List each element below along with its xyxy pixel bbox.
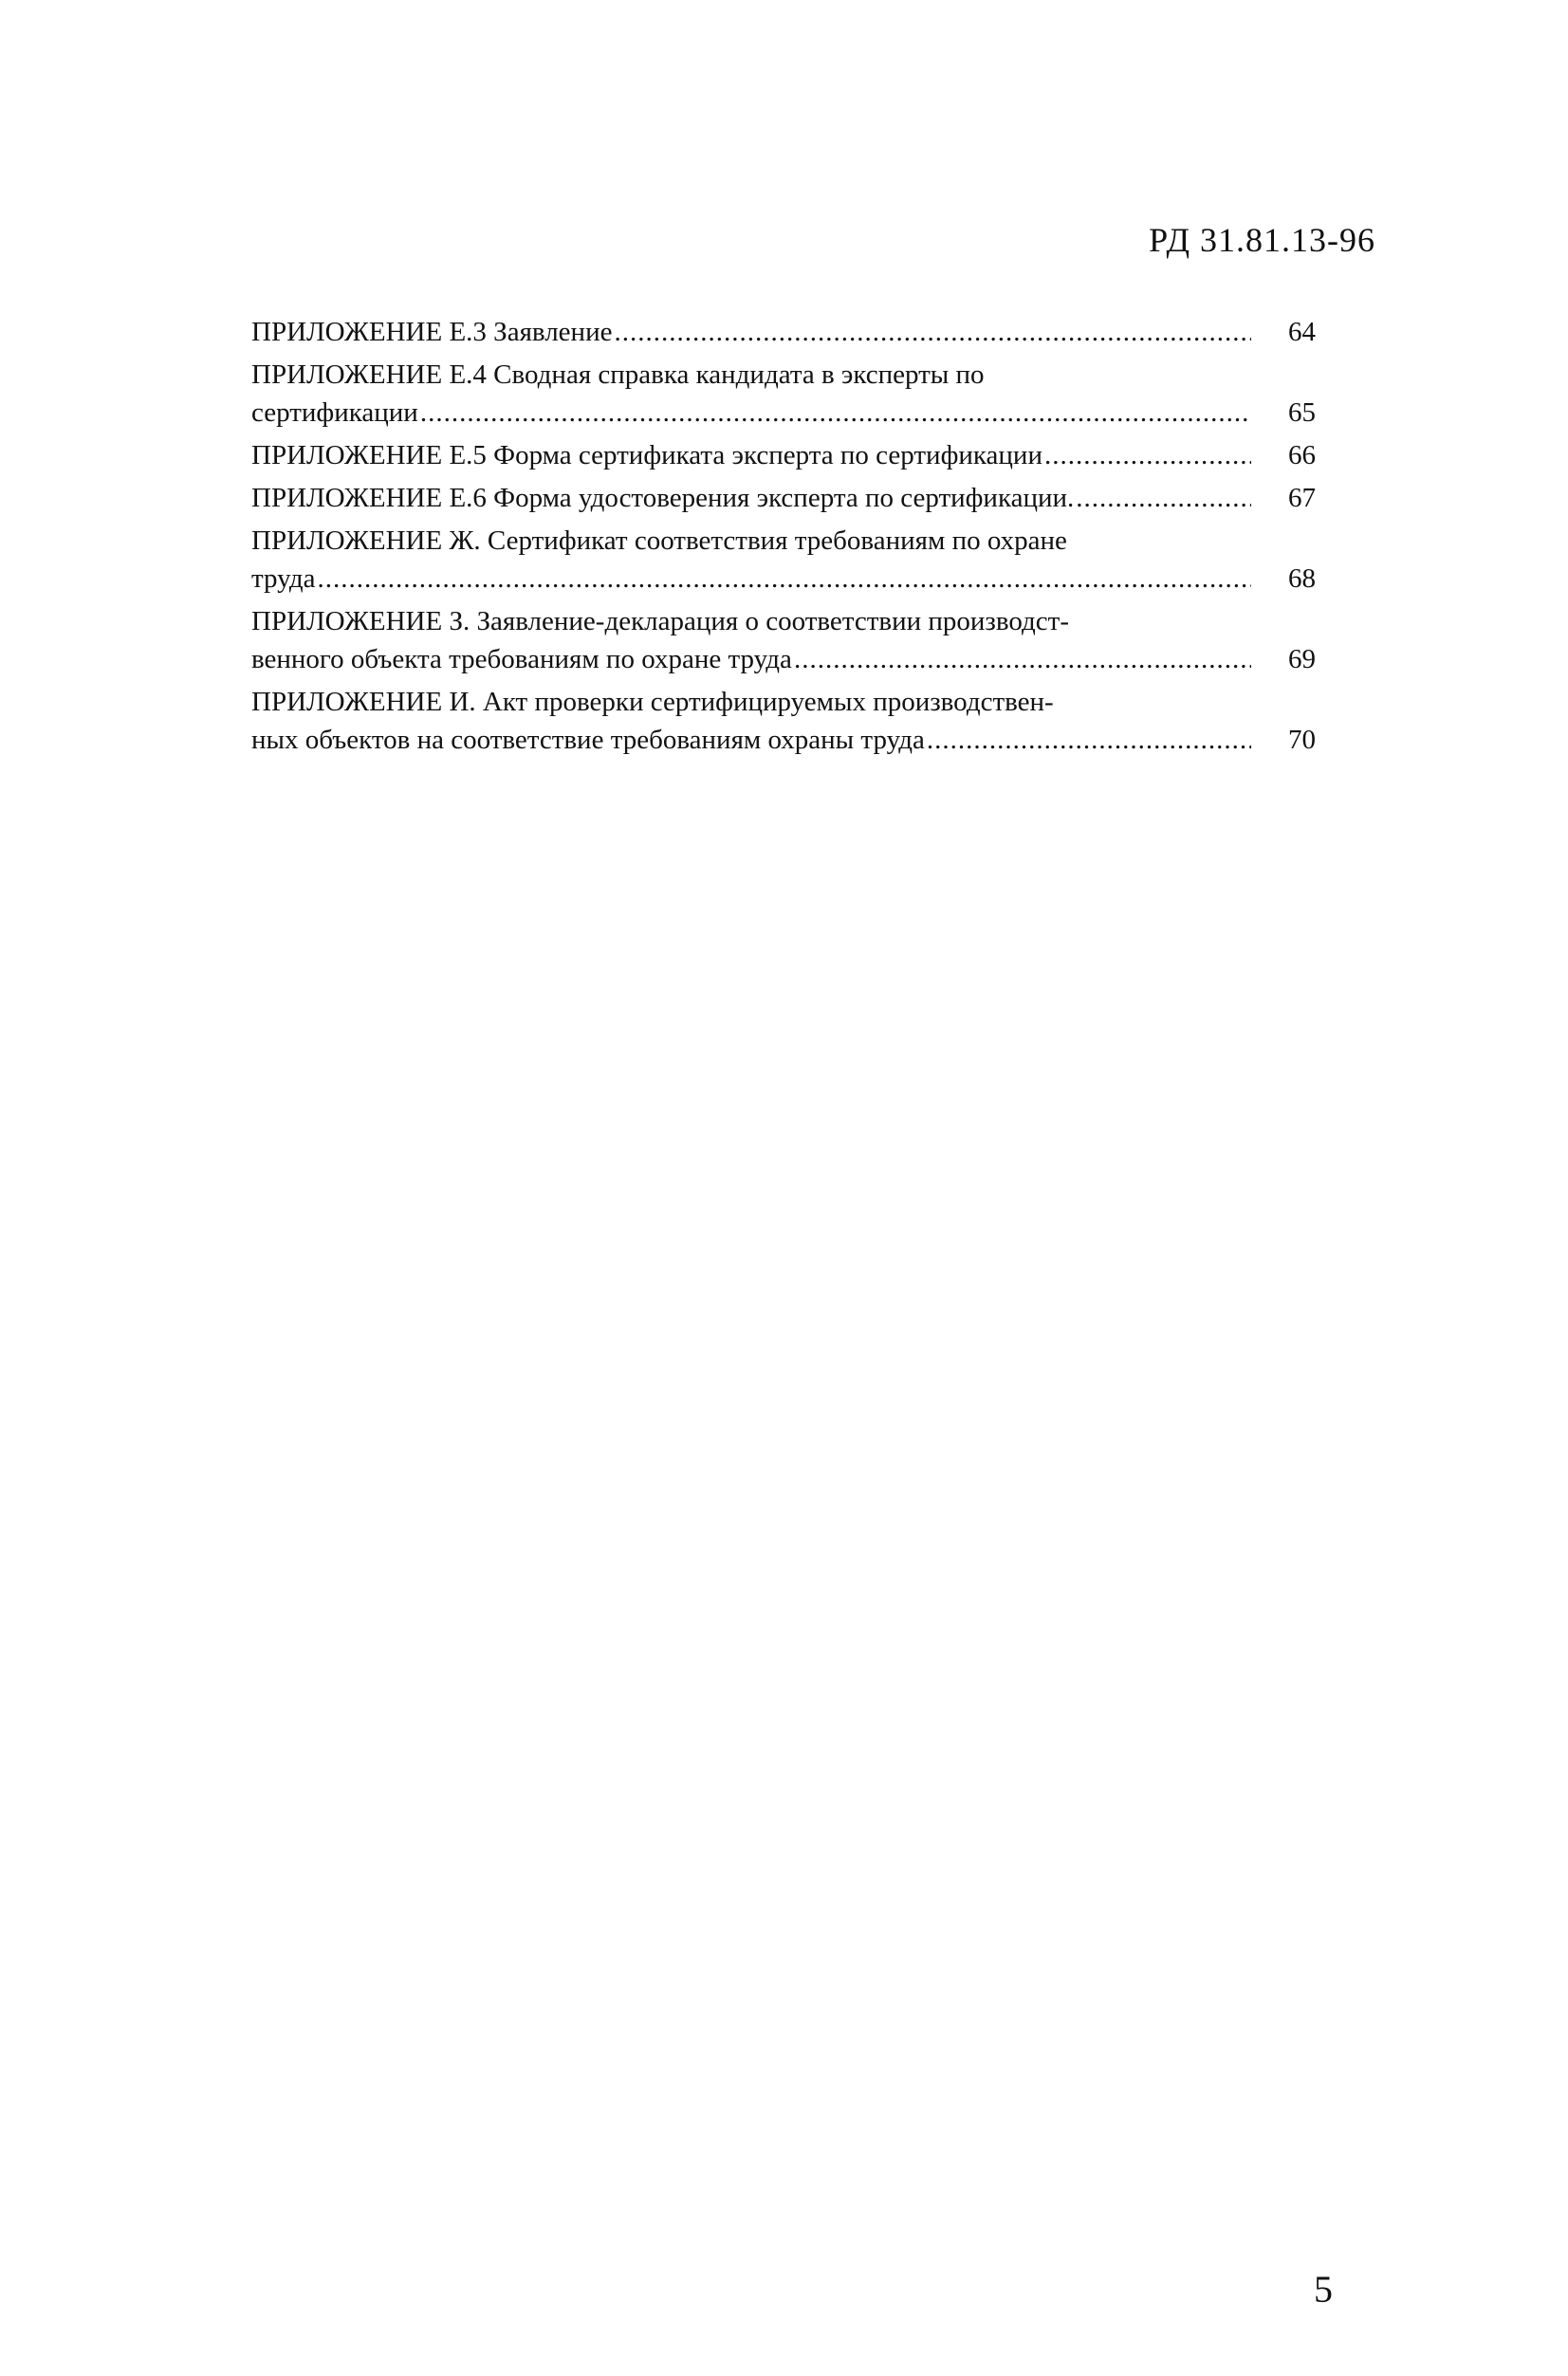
dot-leader: [794, 640, 1251, 678]
toc-entry-title-continued: ных объектов на соответствие требованиям охраны труда: [251, 725, 925, 755]
toc-entry-appendix-zh[interactable]: [251, 522, 1323, 598]
toc-entry-appendix-e3[interactable]: [251, 313, 1323, 351]
toc-entry-appendix-e4[interactable]: [251, 356, 1323, 432]
toc-page-number: 64: [1288, 317, 1316, 347]
toc-entry-title: ПРИЛОЖЕНИЕ Е.6 Форма удостоверения эксперта по сертификации.: [251, 483, 1075, 513]
toc-page-number: 68: [1288, 563, 1316, 594]
dot-leader: [614, 313, 1251, 351]
toc-entry-title-continued: сертификации: [251, 397, 418, 428]
toc-entry-title: ПРИЛОЖЕНИЕ Е.4 Сводная справка кандидата в эксперты по: [251, 359, 985, 390]
dot-leader: [317, 560, 1251, 598]
toc-entry-appendix-z[interactable]: [251, 602, 1323, 678]
dot-leader: [420, 394, 1251, 432]
toc-entry-title: ПРИЛОЖЕНИЕ Е.3 Заявление: [251, 317, 613, 347]
toc-entry-appendix-e6[interactable]: [251, 479, 1323, 517]
dot-leader: [927, 721, 1251, 759]
toc-entry-title-continued: венного объекта требованиям по охране труда: [251, 644, 792, 674]
toc-page-number: 70: [1288, 725, 1316, 755]
toc-page-number: 65: [1288, 397, 1316, 428]
toc-entry-title-continued: труда: [251, 563, 316, 594]
toc-page-number: 66: [1288, 440, 1316, 470]
toc-entry-title: ПРИЛОЖЕНИЕ З. Заявление-декларация о соответствии производст-: [251, 606, 1069, 636]
toc-entry-appendix-e5[interactable]: [251, 436, 1323, 474]
toc-entry-appendix-i[interactable]: [251, 683, 1323, 759]
toc-entry-title: ПРИЛОЖЕНИЕ Е.5 Форма сертификата эксперта по сертификации: [251, 440, 1042, 470]
toc-entry-title: ПРИЛОЖЕНИЕ Ж. Сертификат соответствия требованиям по охране: [251, 525, 1067, 556]
table-of-contents: [251, 313, 1323, 764]
page-number: 5: [1314, 2268, 1333, 2311]
document-code: РД 31.81.13-96: [1149, 221, 1375, 259]
dot-leader: [1076, 479, 1251, 517]
toc-page-number: 69: [1288, 644, 1316, 674]
toc-page-number: 67: [1288, 483, 1316, 513]
dot-leader: [1044, 436, 1251, 474]
toc-entry-title: ПРИЛОЖЕНИЕ И. Акт проверки сертифицируемых производствен-: [251, 687, 1054, 717]
